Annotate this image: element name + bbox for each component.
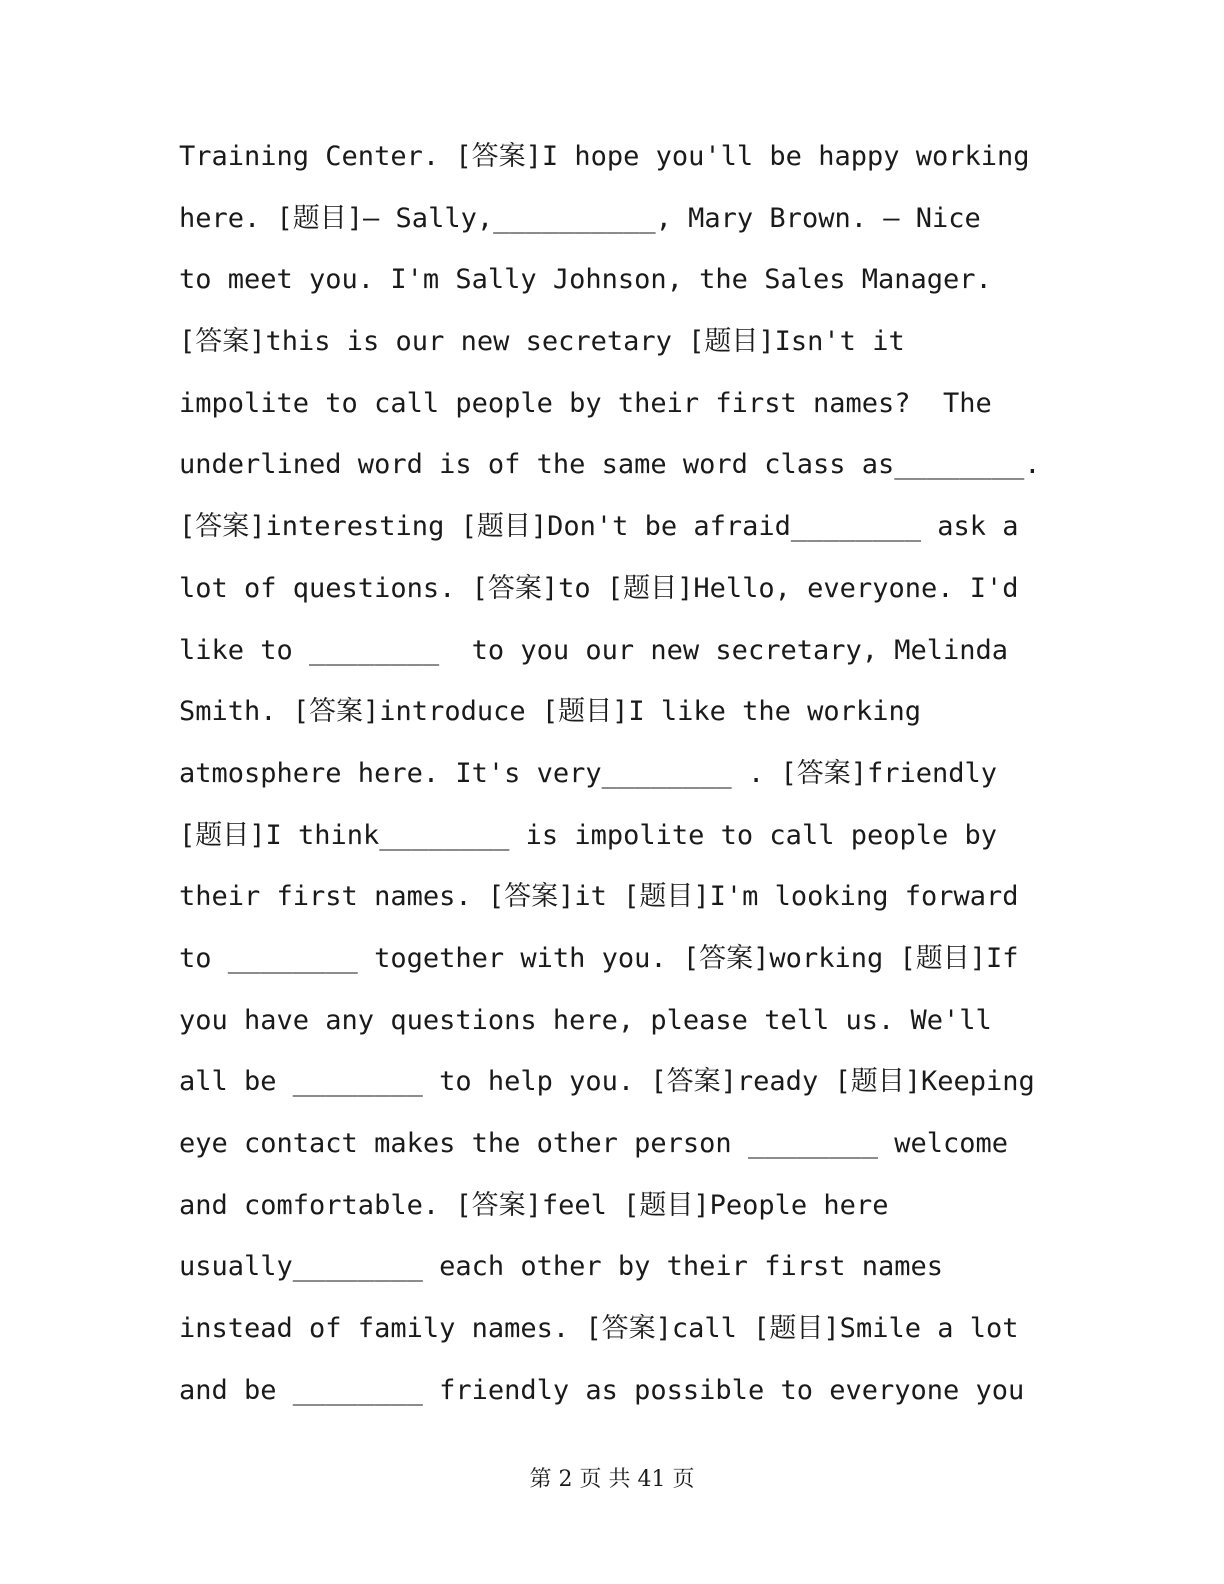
- text-line: like to ________ to you our new secretary, Melinda: [179, 634, 1009, 666]
- text-line: to meet you. I'm Sally Johnson, the Sales Manager.: [179, 264, 992, 296]
- text-line: here. [题目]— Sally,__________, Mary Brown. — Nice: [179, 202, 981, 234]
- text-line: [答案]interesting [题目]Don't be afraid________ ask a: [179, 511, 1019, 543]
- text-line: lot of questions. [答案]to [题目]Hello, everyone. I'd: [179, 572, 1019, 604]
- page-number-footer: 第 2 页 共 41 页: [529, 1467, 695, 1492]
- text-line: eye contact makes the other person ________ welcome: [179, 1128, 1009, 1159]
- text-line: [答案]this is our new secretary [题目]Isn't it: [179, 326, 905, 358]
- text-line: to ________ together with you. [答案]working [题目]If: [179, 942, 1019, 974]
- text-line: and comfortable. [答案]feel [题目]People here: [179, 1189, 889, 1221]
- text-line: Smith. [答案]introduce [题目]I like the working: [179, 696, 921, 728]
- text-line: you have any questions here, please tell us. We'll: [179, 1004, 992, 1036]
- text-line: their first names. [答案]it [题目]I'm looking forward: [179, 881, 1019, 913]
- text-line: atmosphere here. It's very________ . [答案]friendly: [179, 757, 998, 789]
- document-body: [179, 126, 1059, 1421]
- text-line: [题目]I think________ is impolite to call people by: [179, 819, 998, 851]
- text-line: all be ________ to help you. [答案]ready [题目]Keeping: [179, 1066, 1035, 1098]
- text-line: Training Center. [答案]I hope you'll be happy working: [179, 141, 1030, 172]
- text-line: usually________ each other by their first names: [179, 1251, 944, 1283]
- text-line: impolite to call people by their first names? The: [179, 387, 992, 419]
- text-line: instead of family names. [答案]call [题目]Smile a lot: [179, 1313, 1019, 1345]
- text-line: underlined word is of the same word class as________.: [179, 449, 1041, 481]
- text-line: and be ________ friendly as possible to everyone you: [179, 1374, 1025, 1406]
